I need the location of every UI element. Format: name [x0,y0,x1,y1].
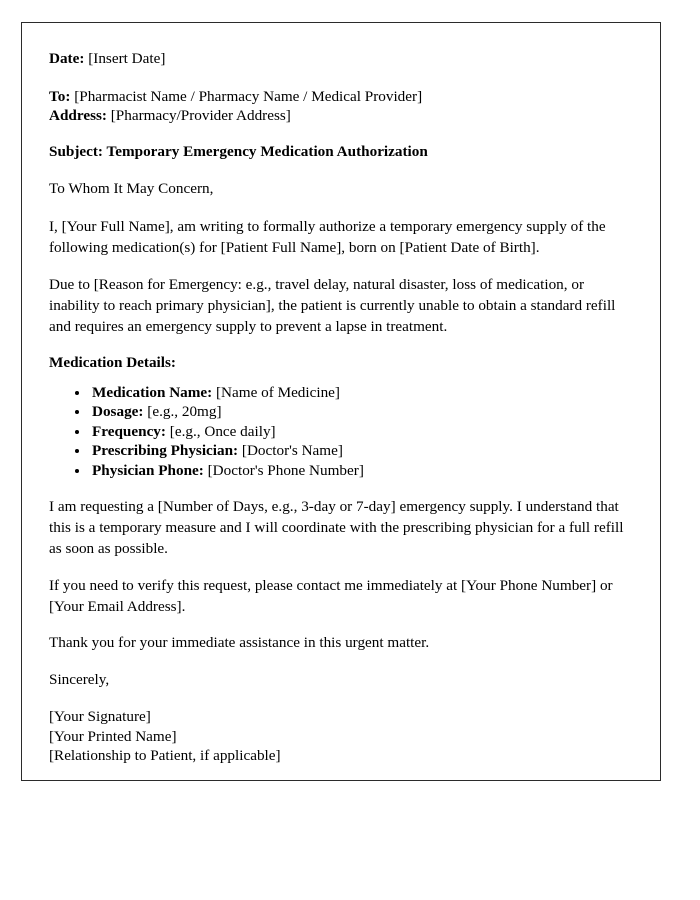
physician-phone-label: Physician Phone: [92,461,204,479]
dosage-label: Dosage: [92,403,144,420]
paragraph-request: I am requesting a [Number of Days, e.g., 3-day or 7-day] emergency supply. I understand that this is a temporary measure and I will coordinate with the prescribing physician for a full refill as soon as possible. [49,498,624,557]
printed-name-placeholder: [Your Printed Name] [49,727,177,745]
date-label: Date: [49,50,85,67]
address-line [49,106,626,126]
paragraph-intro: I, [Your Full Name], am writing to formally authorize a temporary emergency supply of the following medication(s) for [Patient Full Name], born on [Patient Date of Birth]. [49,217,606,256]
frequency-label: Frequency: [92,422,166,440]
prescribing-physician-value: [Doctor's Name] [241,442,343,459]
dosage-value: [e.g., 20mg] [147,403,222,420]
list-item [90,441,626,461]
salutation: To Whom It May Concern, [49,179,214,197]
to-value: [Pharmacist Name / Pharmacy Name / Medical Provider] [74,87,423,105]
medication-details-list [49,383,626,481]
sign-off: Sincerely, [49,671,110,688]
address-label: Address: [49,107,107,124]
address-value: [Pharmacy/Provider Address] [110,107,291,124]
list-item [90,383,626,403]
list-item [90,461,626,481]
medication-name-value: [Name of Medicine] [216,383,340,401]
date-line [49,49,626,69]
date-value: [Insert Date] [88,50,166,67]
subject-line: Subject: Temporary Emergency Medication Authorization [49,142,428,160]
relationship-placeholder: [Relationship to Patient, if applicable] [49,747,281,764]
to-label: To: [49,87,71,105]
signature-placeholder: [Your Signature] [49,708,151,725]
paragraph-verify: If you need to verify this request, please contact me immediately at [Your Phone Number] or [Your Email Address]. [49,577,613,615]
letter-body [22,23,660,766]
document-page-border [21,22,661,781]
date-block [49,49,626,69]
medication-name-label: Medication Name: [92,383,213,401]
medication-details-heading: Medication Details: [49,353,176,371]
physician-phone-value: [Doctor's Phone Number] [207,461,364,479]
list-item [90,422,626,442]
prescribing-physician-label: Prescribing Physician: [92,442,239,459]
paragraph-thanks: Thank you for your immediate assistance in this urgent matter. [49,634,430,651]
frequency-value: [e.g., Once daily] [169,422,276,440]
recipient-block [49,87,626,126]
signature-block [49,707,626,766]
list-item [90,402,626,422]
to-line [49,87,626,107]
paragraph-reason: Due to [Reason for Emergency: e.g., travel delay, natural disaster, loss of medication, or inability to reach primary physician], the patient is currently unable to obtain a standard refill and requires an emergency supply to prevent a lapse in treatment. [49,275,616,335]
